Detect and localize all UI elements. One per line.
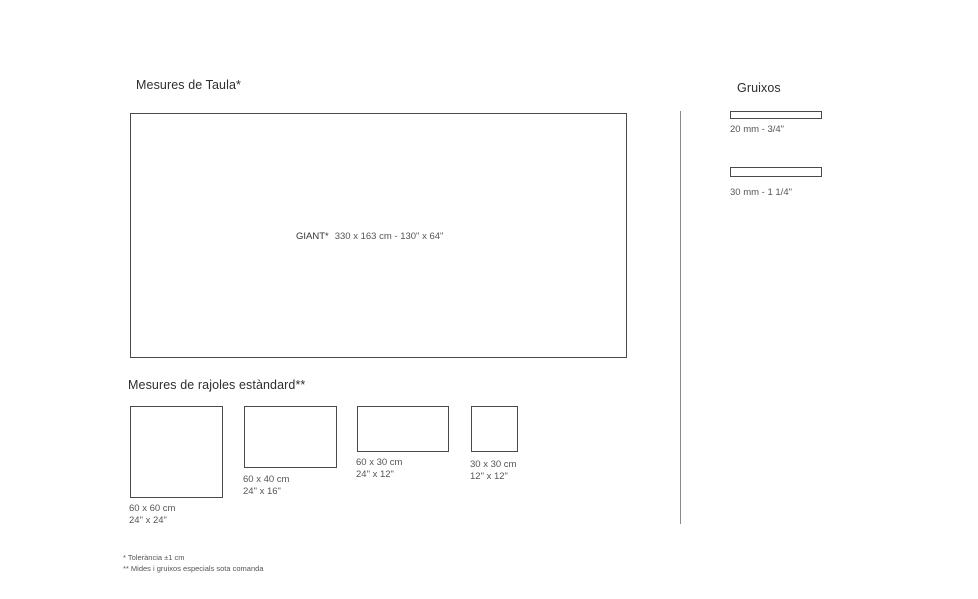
tile-60x40-outline — [244, 406, 337, 468]
tile-metric: 30 x 30 cm — [470, 459, 517, 470]
table-section-title: Mesures de Taula* — [136, 78, 242, 92]
footnote-special-sizes: ** Mides i gruixos especials sota comanda — [123, 564, 264, 573]
thickness-20mm-bar — [730, 111, 822, 119]
tiles-section-title: Mesures de rajoles estàndard** — [128, 378, 306, 392]
tile-30x30-outline — [471, 406, 518, 452]
tile-imperial: 12" x 12" — [470, 471, 508, 482]
tile-imperial: 24" x 16" — [243, 486, 281, 497]
tile-60x40-caption — [243, 474, 289, 498]
giant-table-size: 330 x 163 cm - 130" x 64" — [334, 231, 444, 242]
thickness-30mm-label: 30 mm - 1 1/4" — [730, 187, 792, 198]
tile-metric: 60 x 30 cm — [356, 457, 403, 468]
giant-table-name: GIANT* — [296, 231, 329, 242]
tile-imperial: 24" x 12" — [356, 469, 394, 480]
tile-60x60-outline — [130, 406, 223, 498]
tile-metric: 60 x 60 cm — [129, 503, 176, 514]
tile-metric: 60 x 40 cm — [243, 474, 290, 485]
tile-imperial: 24" x 24" — [129, 515, 167, 526]
giant-table-label — [296, 231, 443, 242]
thickness-30mm-bar — [730, 167, 822, 177]
tile-60x30-outline — [357, 406, 449, 452]
tile-60x30-caption — [356, 457, 402, 481]
section-divider — [680, 111, 681, 524]
thickness-20mm-label: 20 mm - 3/4" — [730, 124, 785, 135]
tile-60x60-caption — [129, 503, 175, 527]
thickness-section-title: Gruixos — [737, 81, 781, 95]
tile-30x30-caption — [470, 459, 516, 483]
footnote-tolerance: * Tolerància ±1 cm — [123, 553, 185, 562]
